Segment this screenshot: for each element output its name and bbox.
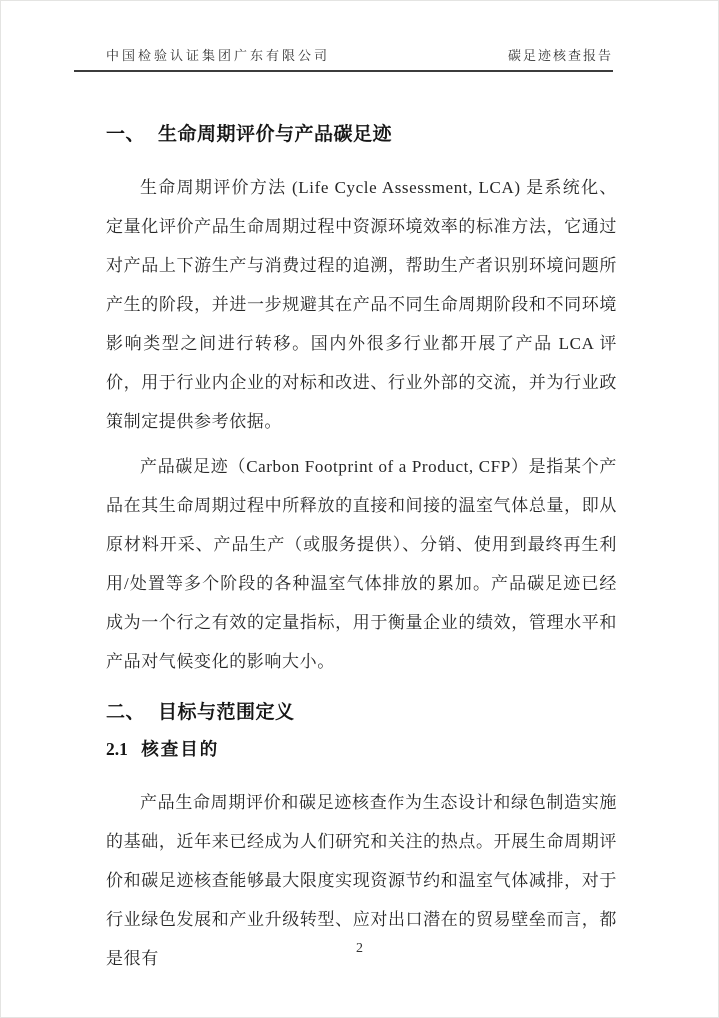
section-2-1-number: 2.1 bbox=[106, 739, 128, 759]
document-body bbox=[106, 1, 617, 978]
header-report-title: 碳足迹核查报告 bbox=[507, 48, 613, 63]
paragraph-verification-purpose: 产品生命周期评价和碳足迹核查作为生态设计和绿色制造实施的基础，近年来已经成为人们研究和关注的热点。开展生命周期评价和碳足迹核查能够最大限度实现资源节约和温室气体减排，对于行业绿色发展和产业升级转型、应对出口潜在的贸易壁垒而言，都是很有 bbox=[106, 793, 617, 968]
paragraph-lca-definition: 生命周期评价方法 (Life Cycle Assessment, LCA) 是系统化、定量化评价产品生命周期过程中资源环境效率的标准方法，它通过对产品上下游生产与消费过程的追溯，帮助生产者识别环境问题所产生的阶段，并进一步规避其在产品不同生命周期阶段和不同环境影响类型之间进行转移。国内外很多行业都开展了产品 LCA 评价，用于行业内企业的对标和改进、行业外部的交流，并为行业政策制定提供参考依据。 bbox=[106, 178, 617, 431]
section-2-heading bbox=[106, 697, 617, 724]
section-1-heading bbox=[106, 119, 617, 146]
section-2-number: 二、 bbox=[106, 702, 146, 723]
section-2-1-title: 核查目的 bbox=[141, 739, 220, 759]
page-number: 2 bbox=[356, 941, 363, 956]
paragraph-cfp-definition: 产品碳足迹（Carbon Footprint of a Product, CFP）是指某个产品在其生命周期过程中所释放的直接和间接的温室气体总量，即从原材料开采、产品生产（或服务提供）、分销、使用到最终再生利用/处置等多个阶段的各种温室气体排放的累加。产品碳足迹已经成为一个行之有效的定量指标，用于衡量企业的绩效，管理水平和产品对气候变化的影响大小。 bbox=[106, 457, 617, 671]
section-1-title: 生命周期评价与产品碳足迹 bbox=[158, 124, 393, 145]
section-1-number: 一、 bbox=[106, 124, 146, 145]
header-company-name: 中国检验认证集团广东有限公司 bbox=[106, 48, 331, 63]
page-footer bbox=[1, 941, 718, 957]
section-2-title: 目标与范围定义 bbox=[158, 702, 295, 723]
section-2-1-heading bbox=[106, 736, 617, 761]
